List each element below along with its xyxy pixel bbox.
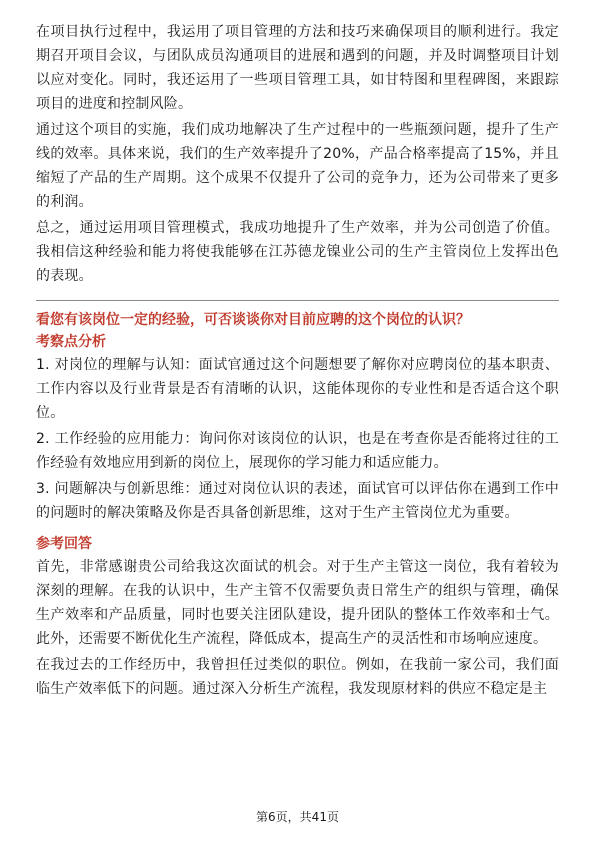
intro-paragraph-1: 在项目执行过程中，我运用了项目管理的方法和技巧来确保项目的顺利进行。我定期召开项目会议，与团队成员沟通项目的进展和遇到的问题，并及时调整项目计划以应对变化。同时，我还运用了一些项目管理工具，如甘特图和里程碑图，来跟踪项目的进度和控制风险。 [36, 24, 559, 112]
interview-question: 看您有该岗位一定的经验，可否谈谈你对目前应聘的这个岗位的认识？ [36, 312, 470, 328]
reference-paragraph-1: 首先，非常感谢贵公司给我这次面试的机会。对于生产主管这一岗位，我有着较为深刻的理解。在我的认识中，生产主管不仅需要负责日常生产的组织与管理，确保生产效率和产品质量，同时也要关注团队建设，提升团队的整体工作效率和士气。此外，还需要不断优化生产流程，降低成本，提高生产的灵活性和市场响应速度。 [36, 559, 559, 647]
analysis-title: 考察点分析 [36, 334, 106, 350]
analysis-item-1: 1. 对岗位的理解与认知：面试官通过这个问题想要了解你对应聘岗位的基本职责、工作内容以及行业背景是否有清晰的认识，这能体现你的专业性和是否适合这个职位。 [36, 357, 559, 421]
page-footer: 第6页，共41页 [256, 810, 339, 824]
intro-paragraph-2: 通过这个项目的实施，我们成功地解决了生产过程中的一些瓶颈问题，提升了生产线的效率。具体来说，我们的生产效率提升了20%，产品合格率提高了15%，并且缩短了产品的生产周期。这个成果不仅提升了公司的竞争力，还为公司带来了更多的利润。 [36, 122, 559, 210]
intro-paragraph-3: 总之，通过运用项目管理模式，我成功地提升了生产效率，并为公司创造了价值。我相信这种经验和能力将使我能够在江苏德龙镍业公司的生产主管岗位上发挥出色的表现。 [36, 220, 559, 284]
analysis-item-2: 2. 工作经验的应用能力：询问你对该岗位的认识，也是在考查你是否能将过往的工作经验有效地应用到新的岗位上，展现你的学习能力和适应能力。 [36, 431, 559, 471]
section-divider [36, 300, 559, 301]
analysis-item-3: 3. 问题解决与创新思维：通过对岗位认识的表述，面试官可以评估你在遇到工作中的问题时的解决策略及你是否具备创新思维，这对于生产主管岗位尤为重要。 [36, 481, 559, 521]
reference-paragraph-2: 在我过去的工作经历中，我曾担任过类似的职位。例如，在我前一家公司，我们面临生产效率低下的问题。通过深入分析生产流程，我发现原材料的供应不稳定是主 [36, 657, 559, 697]
reference-title: 参考回答 [36, 536, 92, 552]
document-body [36, 20, 559, 701]
